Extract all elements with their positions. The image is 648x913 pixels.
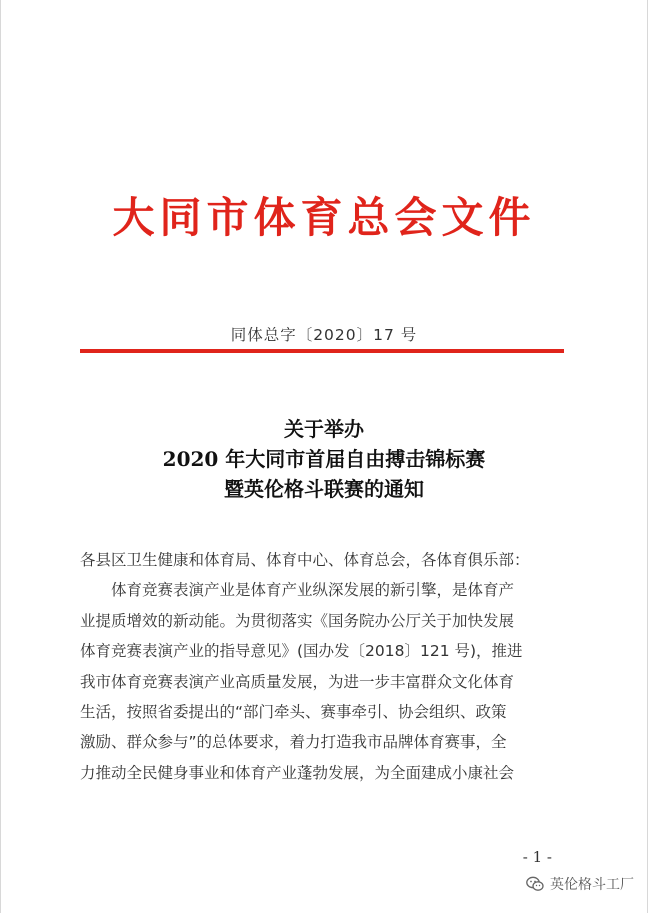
page-number: - 1 - [522,848,552,866]
watermark [526,874,634,894]
body-line: 我市体育竞赛表演产业高质量发展，为进一步丰富群众文化体育 [80,672,515,691]
document-number: 同体总字〔2020〕17 号 [230,326,418,344]
body-line: 激励、群众参与”的总体要求，着力打造我市品牌体育赛事，全 [80,733,507,752]
body-line: 体育竞赛表演产业是体育产业纵深发展的新引擎，是体育产 [80,581,515,600]
body-line: 业提质增效的新动能。为贯彻落实《国务院办公厅关于加快发展 [80,611,515,630]
body-line: 生活，按照省委提出的“部门牵头、赛事牵引、协会组织、政策 [80,703,507,722]
salutation: 各县区卫生健康和体育局、体育中心、体育总会，各体育俱乐部： [80,551,530,569]
body-paragraph [80,575,566,788]
body-line: 体育竞赛表演产业的指导意见》(国办发〔2018〕121 号)，推进 [80,642,523,661]
document-header-title: 大同市体育总会文件 [112,193,536,242]
notice-body [80,545,566,788]
subject-line-1: 关于举办 [284,417,364,441]
watermark-text: 英伦格斗工厂 [550,877,634,893]
subject-line-3: 暨英伦格斗联赛的通知 [224,477,424,501]
wechat-icon [526,876,544,892]
subject-line-2: 2020 年大同市首届自由搏击锦标赛 [162,447,486,471]
body-line: 力推动全民健身事业和体育产业蓬勃发展，为全面建成小康社会 [80,763,515,782]
red-divider-line [80,349,564,353]
notice-subject [0,414,648,504]
